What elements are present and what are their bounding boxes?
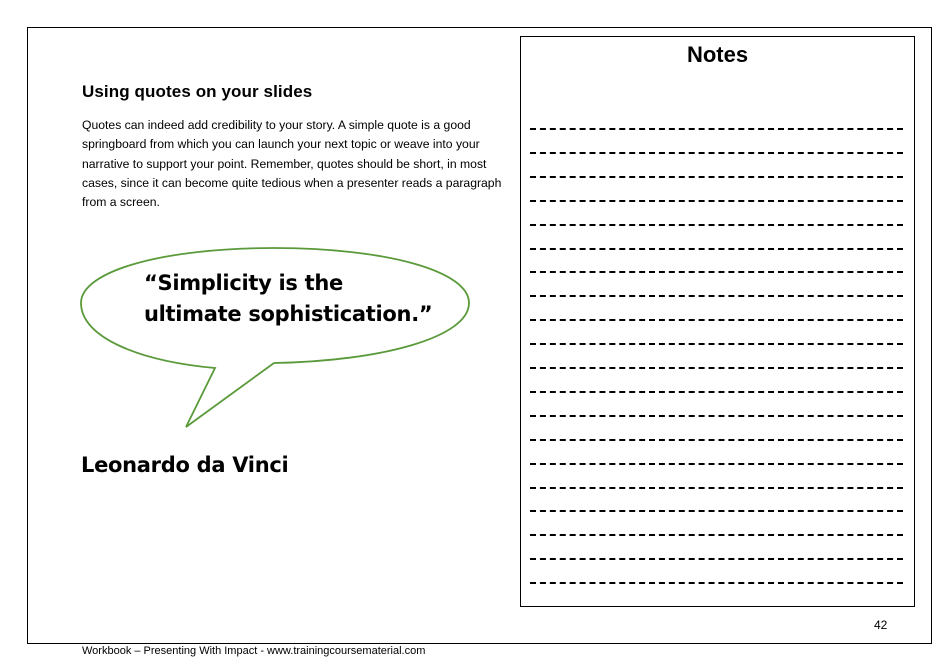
- section-body-text: Quotes can indeed add credibility to your story. A simple quote is a good springboard from which you can launch your next topic or weave into your narrative to support your point. Remember, quotes should be short, in most cases, since it can become quite tedious when a presenter reads a paragraph from a screen.: [82, 118, 502, 210]
- note-line: [530, 224, 903, 226]
- footer-text: Workbook – Presenting With Impact - www.trainingcoursematerial.com: [82, 645, 426, 657]
- notes-title: Notes: [686, 42, 749, 67]
- note-line: [530, 248, 903, 250]
- note-line: [530, 510, 903, 512]
- note-line: [530, 152, 903, 154]
- quote-text: [144, 268, 444, 330]
- note-line: [530, 295, 903, 297]
- quote-author: Leonardo da Vinci: [81, 453, 289, 477]
- section-title: Using quotes on your slides: [82, 82, 313, 101]
- quote-line-2: ultimate sophistication.”: [144, 302, 433, 326]
- notes-box: [520, 36, 915, 607]
- quote-line-1: “Simplicity is the: [144, 271, 343, 295]
- note-line: [530, 367, 903, 369]
- note-line: [530, 534, 903, 536]
- note-line: [530, 391, 903, 393]
- note-line: [530, 558, 903, 560]
- note-line: [530, 415, 903, 417]
- page-number: 42: [874, 618, 888, 632]
- note-line: [530, 463, 903, 465]
- note-line: [530, 200, 903, 202]
- note-line: [530, 439, 903, 441]
- note-line: [530, 271, 903, 273]
- note-line: [530, 128, 903, 130]
- note-line: [530, 582, 903, 584]
- note-line: [530, 343, 903, 345]
- note-line: [530, 487, 903, 489]
- note-line: [530, 176, 903, 178]
- note-line: [530, 319, 903, 321]
